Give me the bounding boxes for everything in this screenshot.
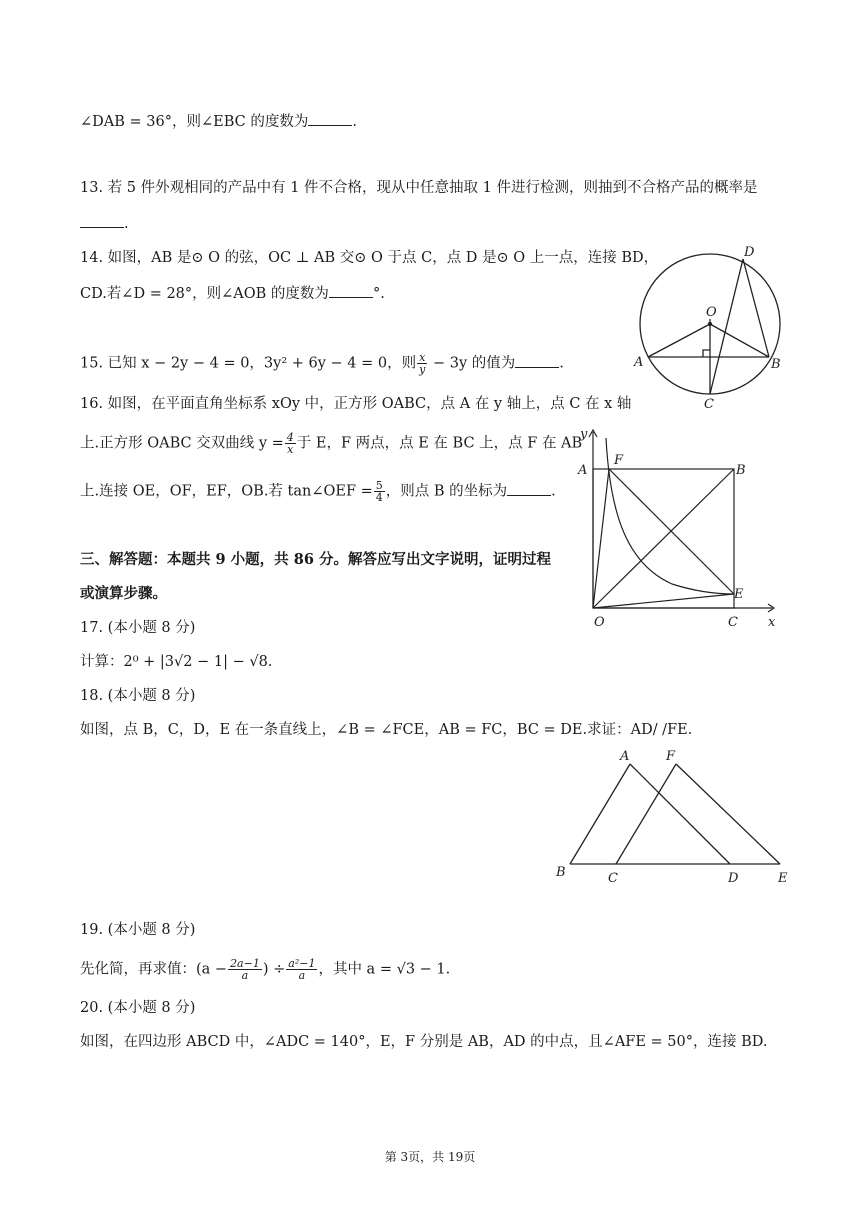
q12-tail: ∠DAB = 36°，则∠EBC 的度数为 .	[80, 114, 357, 130]
label-e: E	[778, 871, 788, 886]
q19-head: 19. (本小题 8 分)	[80, 922, 196, 938]
segment-oa	[648, 324, 710, 357]
q13-line1: 13. 若 5 件外观相同的产品中有 1 件不合格，现从中任意抽取 1 件进行检测，则抽到不合格产品的概率是	[80, 180, 758, 196]
q12-text: ∠DAB = 36°，则∠EBC 的度数为	[80, 114, 309, 130]
hyperbola-curve	[606, 438, 734, 594]
label-a: A	[634, 355, 644, 370]
right-angle-mark	[703, 350, 710, 357]
label-c: C	[704, 397, 714, 412]
label-b: B	[771, 357, 781, 372]
q16-line3: 上.连接 OE，OF，EF，OB.若 tan∠OEF = $\frac{5}{4}$ ，则点 B 的坐标为 .	[80, 479, 556, 504]
q20-head: 20. (本小题 8 分)	[80, 1000, 196, 1016]
label-d: D	[744, 245, 755, 260]
square-hyperbola-figure	[572, 424, 788, 636]
segment-ob	[710, 324, 769, 357]
answer-blank	[80, 215, 124, 228]
label-o: O	[594, 615, 605, 630]
answer-blank	[329, 285, 373, 298]
circle-geometry	[640, 254, 780, 394]
section-heading-2: 或演算步骤。	[80, 585, 167, 602]
segment-ad	[630, 764, 730, 864]
label-a: A	[578, 463, 588, 478]
triangles-geometry	[570, 764, 780, 864]
segment-fc	[616, 764, 676, 864]
label-b: B	[736, 463, 746, 478]
q18-body: 如图，点 B，C，D，E 在一条直线上，∠B = ∠FCE，AB = FC，BC = DE.求证：AD/ /FE.	[80, 722, 693, 738]
q19-body: 先化简，再求值：(a − $\frac{2a-1}{a}$ ) ÷ $\frac{\text{a²−1}}{a}$ ，其中 a = √3 − 1.	[80, 957, 451, 982]
q18-head: 18. (本小题 8 分)	[80, 688, 196, 704]
label-y: y	[580, 427, 588, 442]
q16-line2: 上.正方形 OABC 交双曲线 y = $\frac{4}{x}$ 于 E，F 两点，点 E 在 BC 上，点 F 在 AB	[80, 431, 583, 456]
label-o: O	[706, 305, 717, 320]
circle-figure	[626, 236, 796, 412]
segment-oe	[593, 594, 734, 608]
q14-line1: 14. 如图，AB 是⊙ O 的弦，OC ⊥ AB 交⊙ O 于点 C，点 D 是⊙ O 上一点，连接 BD，	[80, 250, 659, 266]
fraction: $\frac{2a-1}{a}$	[230, 957, 260, 982]
answer-blank	[515, 355, 559, 368]
segment-ab	[570, 764, 630, 864]
segment-ob	[593, 469, 734, 608]
page-footer: 第 3页，共 19页	[384, 1150, 476, 1164]
segment-of	[593, 469, 609, 608]
label-f: F	[666, 749, 676, 764]
q15-line: 15. 已知 x − 2y − 4 = 0，3y² + 6y − 4 = 0，则 $\frac{x}{y}$ − 3y 的值为 .	[80, 351, 564, 376]
label-c: C	[608, 871, 618, 886]
fraction: $\frac{4}{x}$	[286, 431, 294, 456]
label-b: B	[556, 865, 566, 880]
label-d: D	[728, 871, 739, 886]
q17-head: 17. (本小题 8 分)	[80, 620, 196, 636]
triangles-figure	[550, 744, 800, 890]
q20-body: 如图，在四边形 ABCD 中，∠ADC = 140°，E，F 分别是 AB，AD 的中点，且∠AFE = 50°，连接 BD.	[80, 1034, 768, 1050]
segment-db	[743, 259, 769, 357]
center-dot	[709, 323, 712, 326]
label-a: A	[620, 749, 630, 764]
answer-blank	[308, 113, 352, 126]
section-heading: 三、解答题：本题共 9 小题，共 86 分。解答应写出文字说明，证明过程	[80, 551, 551, 568]
answer-blank	[507, 483, 551, 496]
q14-line2: CD.若∠D = 28°，则∠AOB 的度数为 °.	[80, 286, 385, 302]
label-c: C	[728, 615, 738, 630]
fraction: $\frac{5}{4}$	[375, 479, 383, 504]
label-e: E	[734, 587, 744, 602]
q17-body: 计算：2⁰ + |3√2 − 1| − √8.	[80, 654, 273, 670]
fraction: $\frac{\text{a²−1}}{a}$	[288, 957, 316, 982]
label-f: F	[614, 453, 624, 468]
label-x: x	[768, 615, 776, 630]
fraction: $\frac{x}{y}$	[419, 351, 426, 376]
segment-fe	[676, 764, 780, 864]
q16-line1: 16. 如图，在平面直角坐标系 xOy 中，正方形 OABC，点 A 在 y 轴上，点 C 在 x 轴	[80, 396, 632, 412]
q13-line2: .	[80, 214, 129, 234]
